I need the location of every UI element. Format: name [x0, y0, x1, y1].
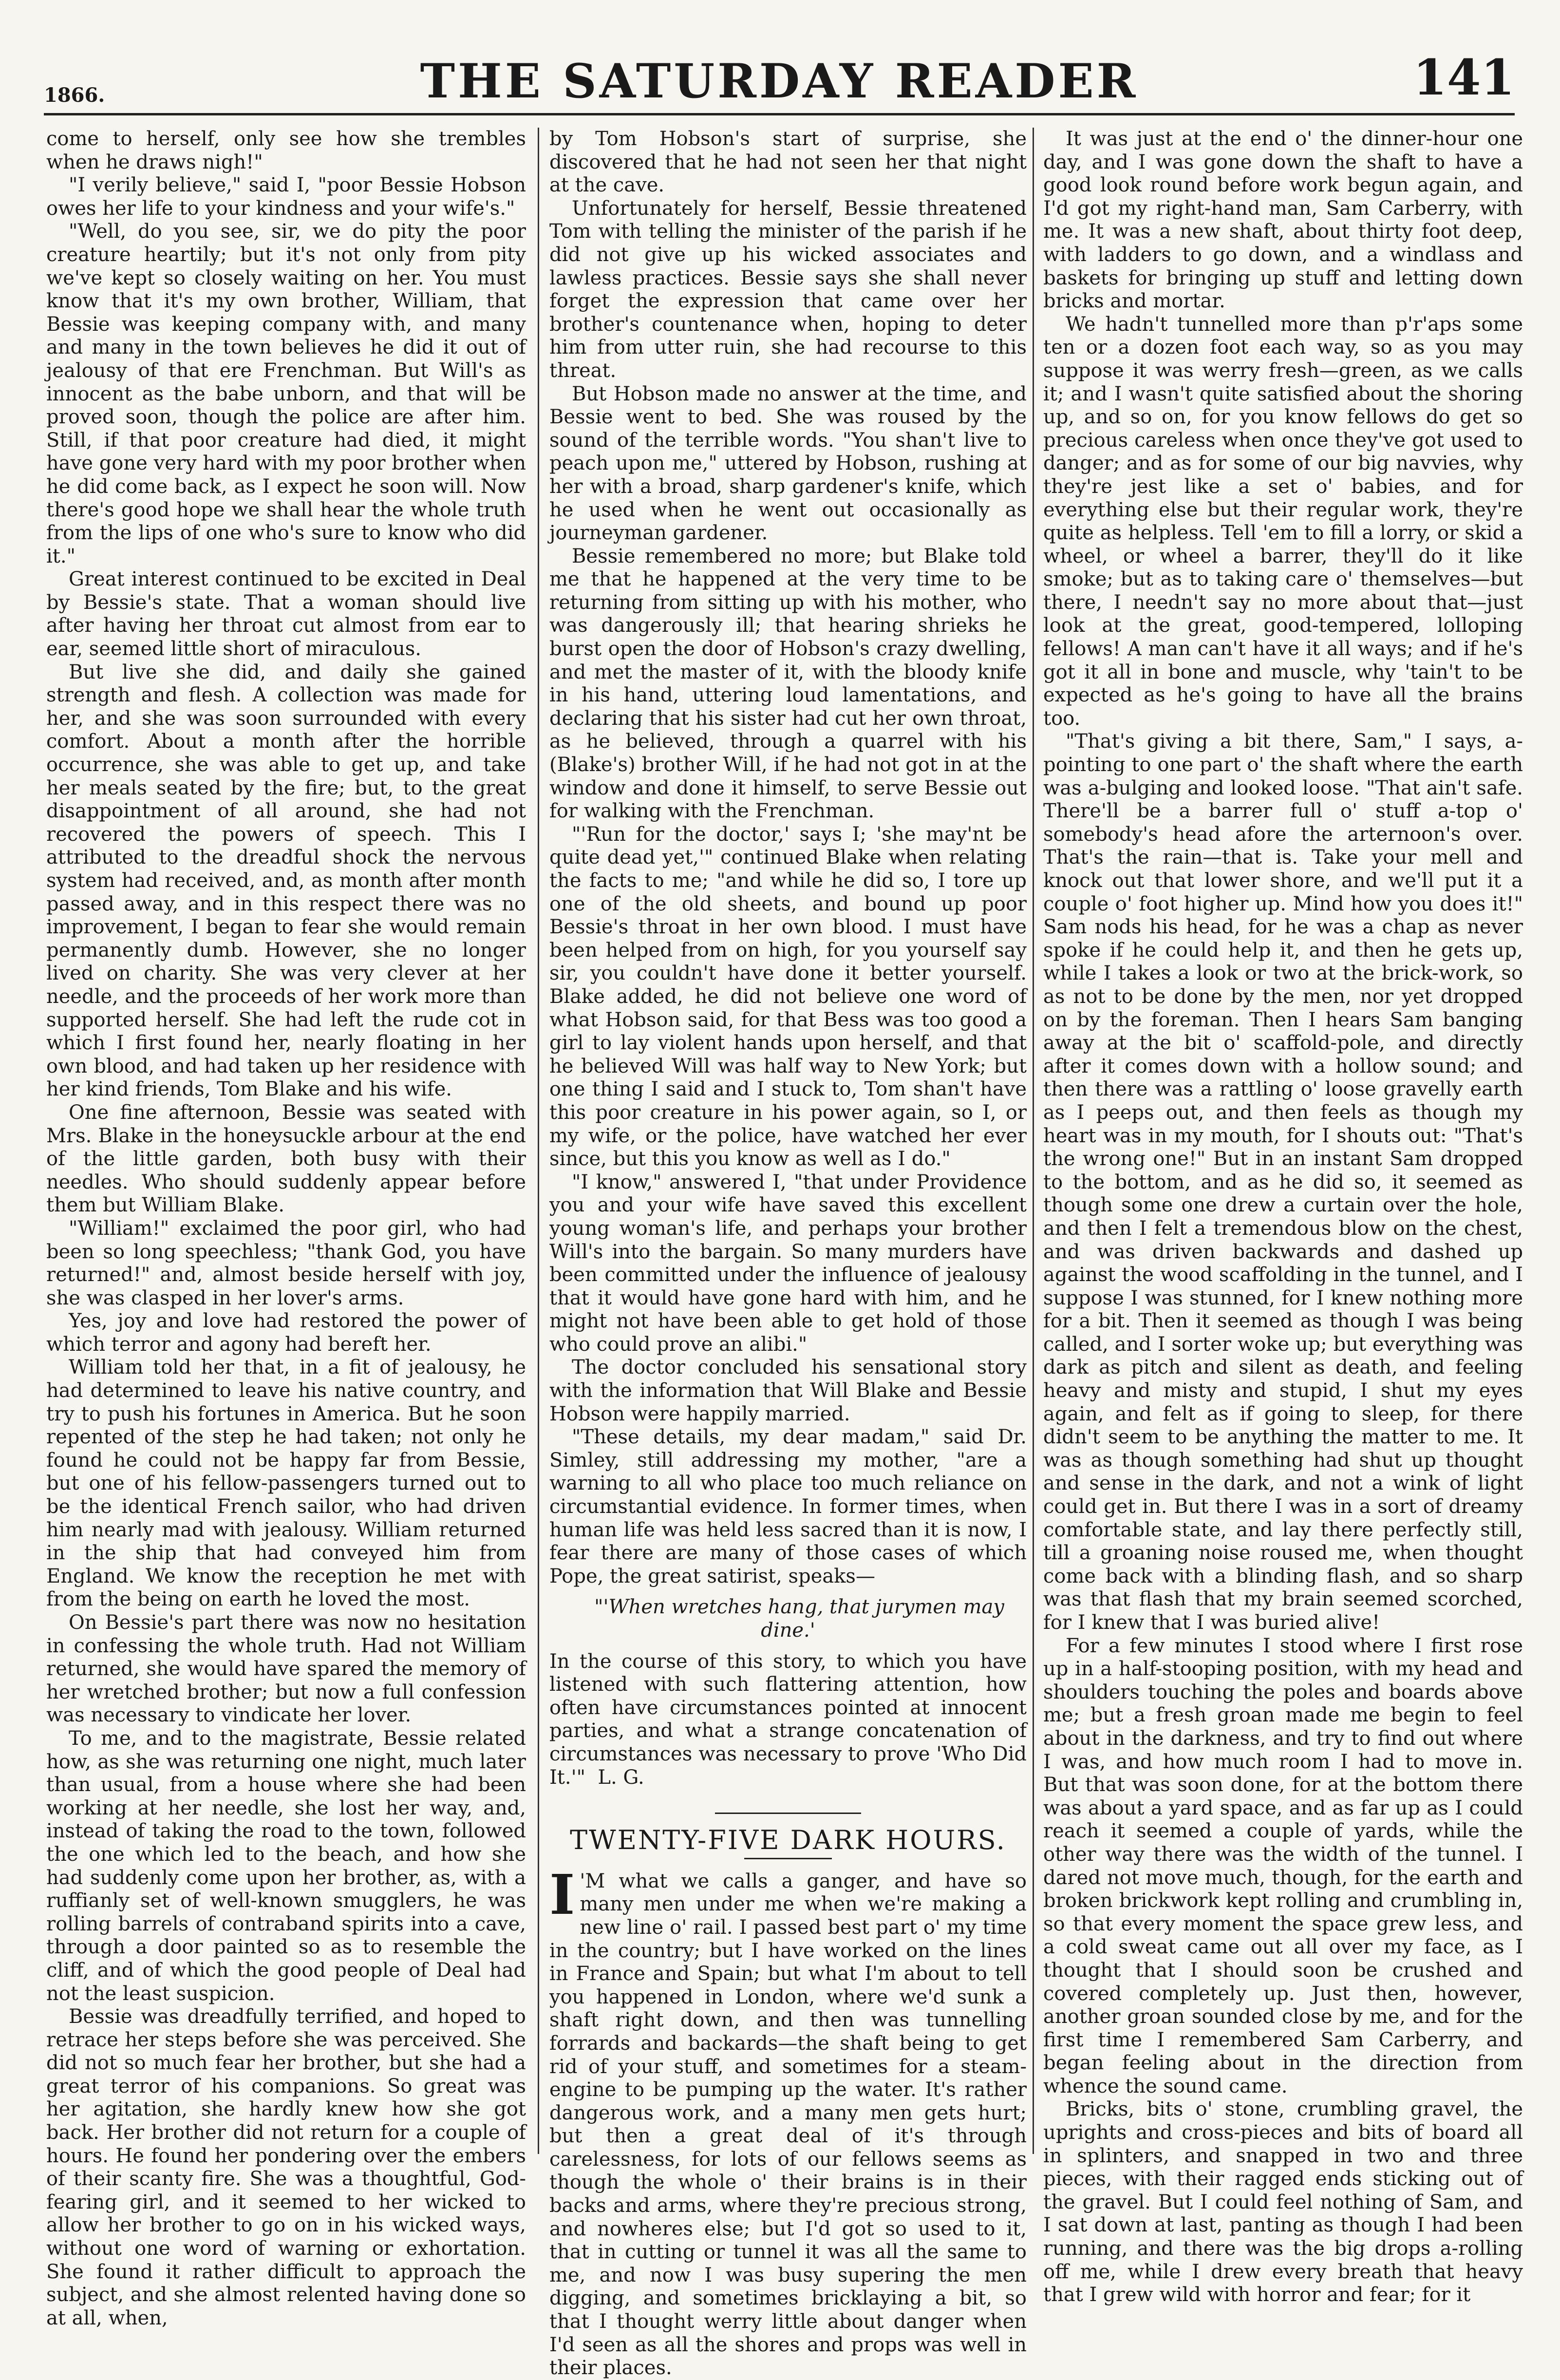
header-rule	[44, 113, 1515, 115]
paragraph: "I know," answered I, "that under Providence you and your wife have saved this excellent young woman's life, and perhaps your brother Will's into the bargain. So many murders have been committed under the influence of jealousy that it would have gone hard with him, and he might not have been able to get hold of those who could prove an alibi."	[549, 1171, 1027, 1356]
paragraph: But Hobson made no answer at the time, and Bessie went to bed. She was roused by the sound of the terrible words. "You shan't live to peach upon me," uttered by Hobson, rushing at her with a broad, sharp gardener's knife, which he used when he went out occasionally as journeyman gardener.	[549, 382, 1027, 545]
article-separator	[715, 1813, 861, 1814]
verse-quote: "'When wretches hang, that jurymen may dine.'	[594, 1596, 1004, 1642]
paragraph: Great interest continued to be excited in Deal by Bessie's state. That a woman should live after having her throat cut almost from ear to ear, seemed little short of miraculous.	[46, 568, 526, 661]
paragraph: come to herself, only see how she trembles when he draws nigh!"	[46, 128, 526, 173]
paragraph: Bessie was dreadfully terrified, and hoped to retrace her steps before she was perceived. She did not so much fear her brother, but she had a great terror of his companions. So great was her agitation, she hardly knew how she got back. Her brother did not return for a couple of hours. He found her pondering over the embers of their scanty fire. She was a thoughtful, God-fearing girl, and it seemed to her wicked to allow her brother to go on in his wicked ways, without one word of warning or exhortation. She found it rather difficult to approach the subject, and she almost relented having done so at all, when,	[46, 2005, 526, 2329]
paragraph: To me, and to the magistrate, Bessie related how, as she was returning one night, much later than usual, from a house where she had been working at her needle, she lost her way, and, instead of taking the road to the town, followed the one which led to the beach, and how she had suddenly come upon her brother, as, with a ruffianly set of well-known smugglers, he was rolling barrels of contraband spirits into a cave, through a door painted so as to resemble the cliff, and of which the good people of Deal had not the least suspicion.	[46, 1727, 526, 2005]
issue-year: 1866.	[44, 84, 105, 107]
paragraph: Bessie remembered no more; but Blake told me that he happened at the very time to be returning from sitting up with his mother, who was dangerously ill; that hearing shrieks he burst open the door of Hobson's crazy dwelling, and met the master of it, with the bloody knife in his hand, uttering loud lamentations, and declaring that his sister had cut her own throat, as he believed, through a quarrel with his (Blake's) brother Will, if he had not got in at the window and done it himself, to serve Bessie out for walking with the Frenchman.	[549, 545, 1027, 823]
paragraph: Yes, joy and love had restored the power of which terror and agony had bereft her.	[46, 1310, 526, 1356]
title-rule	[744, 1858, 832, 1859]
author-signature: L. G.	[598, 1766, 644, 1789]
paragraph: by Tom Hobson's start of surprise, she discovered that he had not seen her that night at the cave.	[549, 128, 1027, 197]
page-number: 141	[1413, 49, 1515, 106]
closing-text: In the course of this story, to which you have listened with such flattering attention, how often have circumstances pointed at innocent parties, and what a strange concatenation of circumstances was necessary to prove 'Who Did It.'"	[549, 1650, 1027, 1789]
paragraph: We hadn't tunnelled more than p'r'aps some ten or a dozen foot each way, so as you may suppose it was werry fresh—green, as we calls it; and I wasn't quite satisfied about the shoring up, and so on, for you know fellows do get so precious careless when once they've got used to danger; and as for some of our big navvies, why they're jest like a set o' babies, and for everything else but their regular work, they're quite as helpless. Tell 'em to fill a lorry, or skid a wheel, or wheel a barrer, they'll do it like smoke; but as to taking care o' themselves—but there, I needn't say no more about that—just look at the great, good-tempered, lolloping fellows! A man can't have it all ways; and if he's got it all in bone and muscle, why 'tain't to be expected as he's going to have all the brains too.	[1043, 313, 1523, 730]
paragraph: One fine afternoon, Bessie was seated with Mrs. Blake in the honeysuckle arbour at the end of the little garden, both busy with their needles. Who should suddenly appear before them but William Blake.	[46, 1101, 526, 1217]
column-3	[1043, 128, 1523, 2306]
paragraph: Unfortunately for herself, Bessie threatened Tom with telling the minister of the parish if he did not give up his wicked associates and lawless practices. Bessie says she shall never forget the expression that came over her brother's countenance when, hoping to deter him from utter ruin, she had recourse to this threat.	[549, 197, 1027, 382]
column-divider	[538, 128, 539, 2154]
opening-text: 'M what we calls a ganger, and have so many men under me when we're making a new line o' rail. I passed best part o' my time in the country; but I have worked on the lines in France and Spain; but what I'm about to tell you happened in London, where we'd sunk a shaft right down, and then was tunnelling forrards and backards—the shaft being to get rid of your stuff, and sometimes for a steam-engine to be pumping up the water. It's rather dangerous work, and a many men gets hurt; but then a great deal of it's through carelessness, for lots of our fellows seems as though the whole o' their brains is in their backs and arms, where they're precious strong, and nowheres else; but I'd got so used to it, that in cutting or tunnel it was all the same to me, and now I was busy supering the men digging, and sometimes bricklaying a bit, so that I thought werry little about danger when I'd seen as all the shores and props was well in their places.	[549, 1870, 1027, 2380]
paragraph: William told her that, in a fit of jealousy, he had determined to leave his native country, and try to push his fortunes in America. But he soon repented of the step he had taken; not only he found he could not be happy far from Bessie, but one of his fellow-passengers turned out to be the identical French sailor, who had driven him nearly mad with jealousy. William returned in the ship that had conveyed him from England. We know the reception he met with from the being on earth he loved the most.	[46, 1356, 526, 1611]
column-2	[549, 128, 1027, 2380]
paragraph: "That's giving a bit there, Sam," I says, a-pointing to one part o' the shaft where the earth was a-bulging and looked loose. "That ain't safe. There'll be a barrer full o' stuff a-top o' somebody's head afore the arternoon's over. That's the rain—that is. Take your mell and knock out that lower shore, and we'll put it a couple o' foot higher up. Mind how you does it!" Sam nods his head, for he was a chap as never spoke if he could help it, and then he gets up, while I takes a look or two at the brick-work, so as not to be done by the men, nor yet dropped on by the foreman. Then I hears Sam banging away at the bit o' scaffold-pole, and directly after it comes down with a hollow sound; and then there was a rattling o' loose gravelly earth as I peeps out, and then feels as though my heart was in my mouth, for I shouts out: "That's the wrong one!" But in an instant Sam dropped to the bottom, and as he did so, it seemed as though some one drew a curtain over the hole, and then I felt a tremendous blow on the chest, and was driven backwards and dashed up against the wood scaffolding in the tunnel, and I suppose I was stunned, for I knew nothing more for a bit. Then it seemed as though I was being called, and I sorter woke up; but everything was dark as pitch and silent as death, and feeling heavy and misty and stupid, I shut my eyes again, and felt as if going to sleep, for there didn't seem to be anything the matter to me. It was as though something had shut up thought and sense in the dark, and not a wink of light could get in. But there I was in a sort of dreamy comfortable state, and lay there perfectly still, till a groaning noise roused me, when thought come back with a blinding flash, and so sharp was that flash that my brain seemed scorched, for I knew that I was buried alive!	[1043, 730, 1523, 1634]
article-opening-paragraph	[549, 1863, 1027, 2380]
paper-title: THE SATURDAY READER	[420, 54, 1139, 109]
paragraph: Bricks, bits o' stone, crumbling gravel, the uprights and cross-pieces and bits of board all in splinters, and snapped in two and three pieces, with their ragged ends sticking out of the gravel. But I could feel nothing of Sam, and I sat down at last, panting as though I had been running, and there was the big drops a-rolling off me, while I drew every breath that heavy that I grew wild with horror and fear; for it	[1043, 2098, 1523, 2306]
paragraph: For a few minutes I stood where I first rose up in a half-stooping position, with my head and shoulders touching the poles and boards above me; but a fresh groan made me begin to feel about in the darkness, and try to find out where I was, and how much room I had to move in. But that was soon done, for at the bottom there was about a yard space, and as far up as I could reach it seemed a couple of yards, while the other way there was the width of the tunnel. I dared not move much, though, for the earth and broken brickwork kept rolling and crumbling in, so that every moment the space grew less, and a cold sweat came out all over my face, as I thought that I should soon be crushed and covered completely up. Just then, however, another groan sounded close by me, and for the first time I remembered Sam Carberry, and began feeling about in the direction from whence the sound came.	[1043, 1634, 1523, 2097]
paragraph: "These details, my dear madam," said Dr. Simley, still addressing my mother, "are a warning to all who place too much reliance on circumstantial evidence. In former times, when human life was held less sacred than it is now, I fear there are many of those cases of which Pope, the great satirist, speaks—	[549, 1426, 1027, 1587]
drop-cap: I	[549, 1863, 575, 1927]
paragraph: "Well, do you see, sir, we do pity the poor creature heartily; but it's not only from pity we've kept so closely waiting on her. You must know that it's my own brother, William, that Bessie was keeping company with, and many and many in the town believes he did it out of jealousy of that ere Frenchman. But Will's as innocent as the babe unborn, and that will be proved soon, though the police are after him. Still, if that poor creature had died, it might have gone very hard with my poor brother when he did come back, as I expect he soon will. Now there's good hope we shall hear the whole truth from the lips of one who's sure to know who did it."	[46, 220, 526, 567]
column-1	[46, 128, 526, 2329]
closing-paragraph	[549, 1650, 1027, 1790]
paragraph: "I verily believe," said I, "poor Bessie Hobson owes her life to your kindness and your wife's."	[46, 174, 526, 220]
column-divider	[1033, 128, 1034, 2154]
paragraph: It was just at the end o' the dinner-hour one day, and I was gone down the shaft to have a good look round before work begun again, and I'd got my right-hand man, Sam Carberry, with me. It was a new shaft, about thirty foot deep, with ladders to go down, and a windlass and baskets for bringing up stuff and letting down bricks and mortar.	[1043, 128, 1523, 313]
page-header	[44, 39, 1515, 112]
paragraph: "William!" exclaimed the poor girl, who had been so long speechless; "thank God, you have returned!" and, almost beside herself with joy, she was clasped in her lover's arms.	[46, 1217, 526, 1309]
article-title: TWENTY-FIVE DARK HOURS.	[570, 1825, 1006, 1856]
paragraph: "'Run for the doctor,' says I; 'she may'nt be quite dead yet,'" continued Blake when relating the facts to me; "and while he did so, I tore up one of the old sheets, and bound up poor Bessie's throat in her own blood. I must have been helped from on high, for you yourself say sir, you couldn't have done it better yourself. Blake added, he did not believe one word of what Hobson said, for that Bess was too good a girl to lay violent hands upon herself, and that he believed Will was half way to New York; but one thing I said and I stuck to, Tom shan't have this poor creature in his power again, so I, or my wife, or the police, have watched her ever since, but this you know as well as I do."	[549, 823, 1027, 1171]
paragraph: But live she did, and daily she gained strength and flesh. A collection was made for her, and she was soon surrounded with every comfort. About a month after the horrible occurrence, she was able to get up, and take her meals seated by the fire; but, to the great disappointment of all around, she had not recovered the powers of speech. This I attributed to the dreadful shock the nervous system had received, and, as month after month passed away, and in this respect there was no improvement, I began to fear she would remain permanently dumb. However, she no longer lived on charity. She was very clever at her needle, and the proceeds of her work more than supported herself. She had left the rude cot in which I first found her, nearly floating in her own blood, and had taken up her residence with her kind friends, Tom Blake and his wife.	[46, 661, 526, 1101]
paragraph: The doctor concluded his sensational story with the information that Will Blake and Bessie Hobson were happily married.	[549, 1356, 1027, 1425]
paragraph: On Bessie's part there was now no hesitation in confessing the whole truth. Had not William returned, she would have spared the memory of her wretched brother; but now a full confession was necessary to vindicate her lover.	[46, 1611, 526, 1727]
